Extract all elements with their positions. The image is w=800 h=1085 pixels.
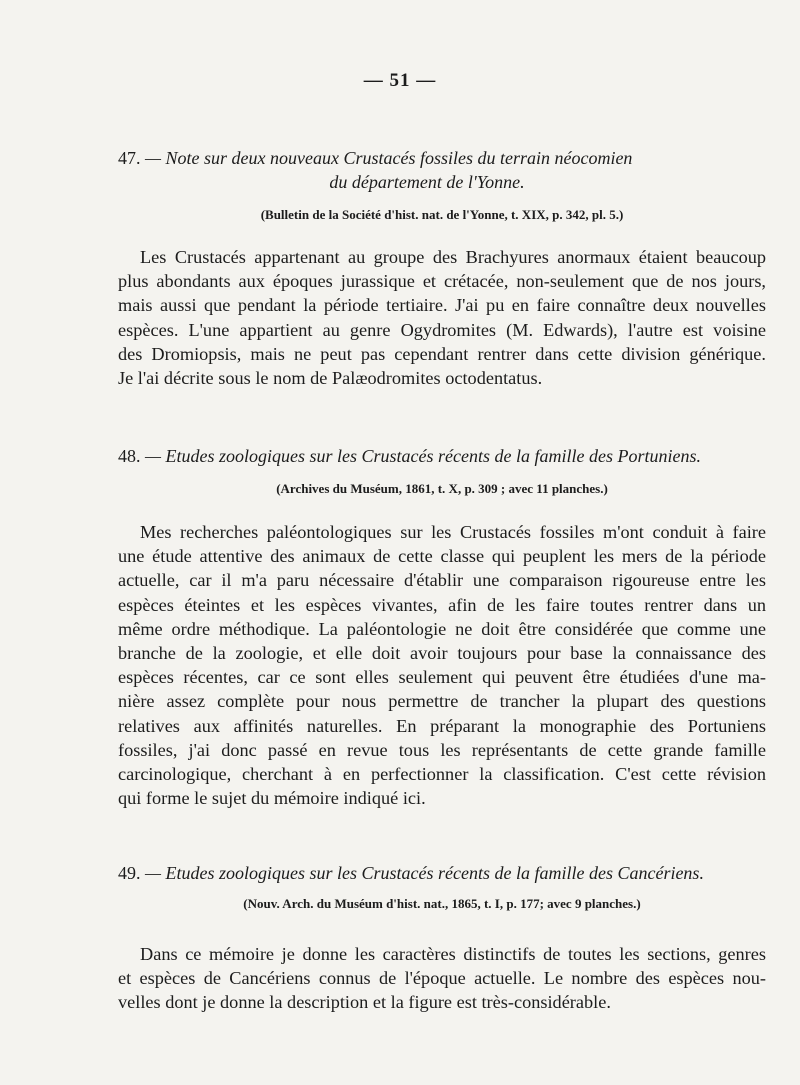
body-line: carcinologique, cherchant à en perfectionner la classification. C'est cette révision [118,764,766,785]
body-line: Mes recherches paléontologiques sur les Crustacés fossiles m'ont conduit à faire [140,522,766,542]
entry-48-heading [118,444,766,468]
entry-49-body [118,942,766,1015]
body-line: Les Crustacés appartenant au groupe des Brachyures anormaux étaient beaucoup [140,247,766,267]
entry-47-citation: (Bulletin de la Société d'hist. nat. de l'Yonne, t. XIX, p. 342, pl. 5.) [260,207,624,222]
page-number: — 51 — [363,70,437,91]
body-line: plus abondants aux époques jurassique et crétacée, non-seulement que de nos jours, [118,271,766,292]
body-line: une étude attentive des animaux de cette classe qui peuplent les mers de la période [118,546,766,567]
entry-49-title: — Etudes zoologiques sur les Crustacés récents de la famille des Cancériens. [145,863,704,883]
entry-48-title: — Etudes zoologiques sur les Crustacés récents de la famille des Portuniens. [145,446,701,466]
entry-49-citation: (Nouv. Arch. du Muséum d'hist. nat., 1865, t. I, p. 177; avec 9 planches.) [243,896,641,911]
entry-47-body [118,245,766,390]
body-line: actuelle, car il m'a paru nécessaire d'établir une comparaison rigoureuse entre les [118,570,766,591]
entry-49-heading [118,861,766,885]
body-line: qui forme le sujet du mémoire indiqué ici. [118,788,426,809]
body-line: Dans ce mémoire je donne les caractères distinctifs de toutes les sections, genres [140,944,766,964]
entry-47-number: 47. [118,148,141,168]
entry-47-title-line2: du département de l'Yonne. [329,172,525,192]
entry-47-heading [118,146,766,194]
body-line: nière assez complète pour nous permettre de trancher la plupart des questions [118,691,766,712]
body-line: branche de la zoologie, et elle doit avoir toujours pour base la connaissance des [118,643,766,664]
entry-47-title-line1: — Note sur deux nouveaux Crustacés fossiles du terrain néocomien [145,148,633,168]
body-line: mais aussi que pendant la période tertiaire. J'ai pu en faire connaître deux nouvelles [118,295,766,316]
body-line: velles dont je donne la description et la figure est très-considérable. [118,992,611,1013]
body-line: espèces éteintes et les espèces vivantes, afin de les faire toutes rentrer dans un [118,594,766,615]
body-line: et espèces de Cancériens connus de l'époque actuelle. Le nombre des espèces nou- [118,968,766,989]
entry-48-citation: (Archives du Muséum, 1861, t. X, p. 309 ; avec 11 planches.) [276,481,608,496]
entry-49-number: 49. [118,863,141,883]
body-line: espèces récentes, car ce sont elles seulement qui peuvent être étudiées d'une ma- [118,667,766,688]
body-line: Je l'ai décrite sous le nom de Palæodromites octodentatus. [118,368,543,389]
body-line: fossiles, j'ai donc passé en revue tous les représentants de cette grande famille [118,739,766,760]
body-line: des Dromiopsis, mais ne peut pas cependant rentrer dans cette division générique. [118,343,766,364]
entry-48-number: 48. [118,446,141,466]
entry-48-body [118,520,766,810]
body-line: même ordre méthodique. La paléontologie ne doit être considérée que comme une [118,618,766,639]
body-line: espèces. L'une appartient au genre Ogydromites (M. Edwards), l'autre est voisine [118,319,766,340]
body-line: relatives aux affinités naturelles. En préparant la monographie des Portuniens [118,715,766,736]
